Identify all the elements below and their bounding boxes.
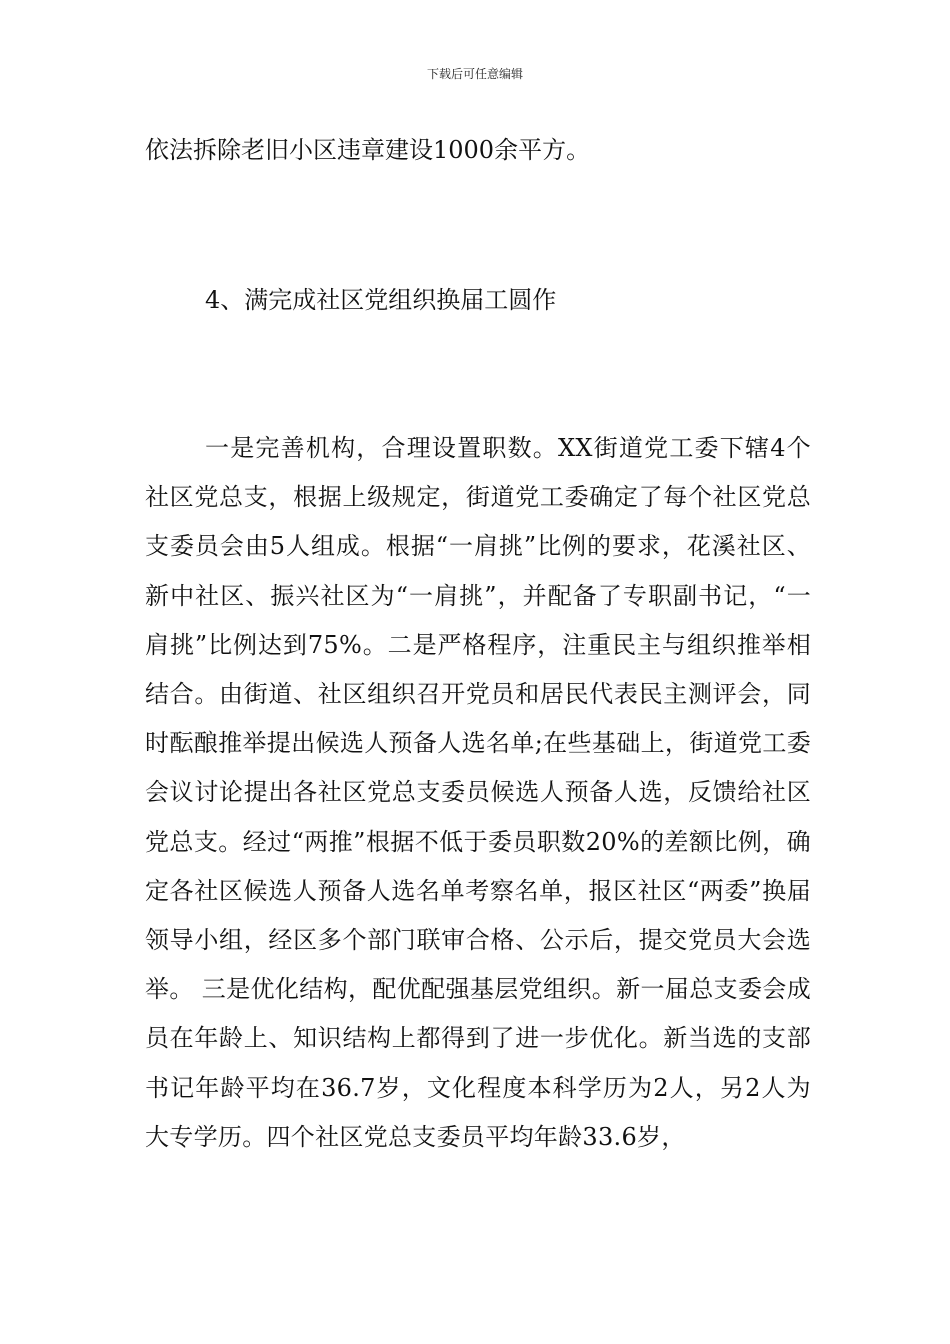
body-paragraph: 一是完善机构，合理设置职数。XX街道党工委下辖4个社区党总支，根据上级规定，街道党工委确定了每个社区党总支委员会由5人组成。根据“一肩挑”比例的要求，花溪社区、新中社区、振兴社区为“一肩挑”，并配备了专职副书记，“一肩挑”比例达到75%。二是严格程序，注重民主与组织推举相结合。由街道、社区组织召开党员和居民代表民主测评会，同时酝酿推举提出候选人预备人选名单;在些基础上，街道党工委会议讨论提出各社区党总支委员候选人预备人选，反馈给社区党总支。经过“两推”根据不低于委员职数20%的差额比例，确定各社区候选人预备人选名单考察名单，报区社区“两委”换届领导小组，经区多个部门联审合格、公示后，提交党员大会选举。 三是优化结构，配优配强基层党组织。新一届总支委会成员在年龄上、知识结构上都得到了进一步优化。新当选的支部书记年龄平均在36.7岁，文化程度本科学历为2人，另2人为大专学历。四个社区党总支委员平均年龄33.6岁， (145, 434, 811, 1151)
page-header-note: 下载后可任意编辑 (426, 67, 523, 81)
section-heading: 4、满完成社区党组织换届工圆作 (205, 286, 557, 314)
continuation-paragraph: 依法拆除老旧小区违章建设1000余平方。 (145, 136, 591, 164)
